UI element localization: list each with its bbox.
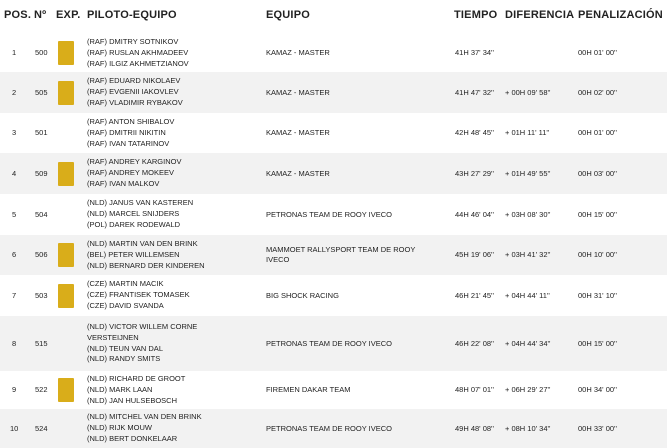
diff-cell: + 04H 44' 11'' (505, 291, 550, 300)
crew-member[interactable]: (RAF) IVAN TATARINOV (87, 138, 170, 148)
crew-member[interactable]: (RAF) DMITRII NIKITIN (87, 127, 166, 137)
number-cell: 509 (35, 169, 48, 178)
time-cell: 43H 27' 29'' (455, 169, 494, 178)
crew-member[interactable]: (RAF) VLADIMIR RYBAKOV (87, 97, 183, 107)
crew-member[interactable]: (NLD) JANUS VAN KASTEREN (87, 198, 194, 207)
penalty-cell: 00H 01' 00'' (578, 128, 617, 137)
crew-member[interactable]: (NLD) VICTOR WILLEM CORNE (87, 322, 198, 331)
penalty-cell: 00H 01' 00'' (578, 48, 617, 57)
crew-member[interactable]: (RAF) EDUARD NIKOLAEV (87, 76, 181, 85)
crew-member[interactable]: (NLD) RIJK MOUW (87, 422, 152, 432)
time-cell: 48H 07' 01'' (455, 385, 494, 394)
position-cell: 5 (12, 210, 17, 219)
diff-cell: + 01H 11' 11'' (505, 128, 550, 137)
crew-member[interactable]: (NLD) MARK LAAN (87, 384, 153, 394)
penalty-cell: 00H 15' 00'' (578, 339, 617, 348)
crew-member[interactable]: (CZE) MARTIN MACIK (87, 279, 164, 288)
position-cell: 6 (12, 250, 17, 259)
number-cell: 500 (35, 48, 48, 57)
time-cell: 44H 46' 04'' (455, 210, 494, 219)
crew-member[interactable]: (RAF) ANTON SHIBALOV (87, 117, 175, 126)
number-cell: 504 (35, 210, 48, 219)
position-cell: 3 (12, 128, 17, 137)
position-cell: 1 (12, 48, 17, 57)
crew-member[interactable]: (CZE) FRANTISEK TOMASEK (87, 289, 190, 299)
crew-member[interactable]: (NLD) BERNARD DER KINDEREN (87, 260, 205, 270)
crew-member[interactable]: VERSTEIJNEN (87, 332, 139, 342)
team-cell: KAMAZ - MASTER (266, 128, 330, 137)
number-cell: 505 (35, 88, 48, 97)
diff-cell: + 06H 29' 27'' (505, 385, 551, 394)
team-cell: FIREMEN DAKAR TEAM (266, 385, 351, 394)
crew-list (87, 239, 205, 271)
position-cell: 7 (12, 291, 17, 300)
crew-member[interactable]: (NLD) RICHARD DE GROOT (87, 374, 186, 383)
crew-member[interactable]: (RAF) ANDREY MOKEEV (87, 167, 174, 177)
crew-member[interactable]: (NLD) MARTIN VAN DEN BRINK (87, 239, 198, 248)
header-exp[interactable]: EXP. (56, 9, 81, 21)
diff-cell: + 03H 41' 32'' (505, 250, 551, 259)
penalty-cell: 00H 10' 00'' (578, 250, 617, 259)
experience-badge-icon (58, 81, 74, 105)
crew-list (87, 76, 183, 108)
crew-member[interactable]: (BEL) PETER WILLEMSEN (87, 249, 180, 259)
header-diff[interactable]: DIFERENCIA (505, 9, 575, 21)
team-cell: MAMMOET RALLYSPORT TEAM DE ROOY IVECO (266, 245, 416, 264)
experience-badge-icon (58, 378, 74, 402)
table-row[interactable] (0, 316, 667, 371)
table-row[interactable] (0, 275, 667, 316)
crew-member[interactable]: (CZE) DAVID SVANDA (87, 300, 164, 310)
position-cell: 8 (12, 339, 17, 348)
position-cell: 4 (12, 169, 17, 178)
table-row[interactable] (0, 235, 667, 275)
crew-member[interactable]: (RAF) RUSLAN AKHMADEEV (87, 47, 189, 57)
header-time[interactable]: TIEMPO (454, 9, 498, 21)
penalty-cell: 00H 34' 00'' (578, 385, 617, 394)
crew-list (87, 157, 181, 189)
diff-cell: + 03H 08' 30'' (505, 210, 551, 219)
header-number[interactable]: Nº (34, 9, 47, 21)
diff-cell: + 00H 09' 58'' (505, 88, 551, 97)
crew-list (87, 117, 174, 149)
table-row[interactable] (0, 113, 667, 153)
time-cell: 42H 48' 45'' (455, 128, 494, 137)
team-cell: PETRONAS TEAM DE ROOY IVECO (266, 424, 392, 433)
crew-member[interactable]: (NLD) RANDY SMITS (87, 354, 161, 364)
crew-list (87, 322, 197, 365)
team-cell: KAMAZ - MASTER (266, 88, 330, 97)
penalty-cell: 00H 03' 00'' (578, 169, 617, 178)
position-cell: 10 (10, 424, 19, 433)
time-cell: 41H 47' 32'' (455, 88, 494, 97)
crew-list (87, 412, 202, 444)
diff-cell: + 01H 49' 55'' (505, 169, 551, 178)
team-cell: BIG SHOCK RACING (266, 291, 339, 300)
table-row[interactable] (0, 72, 667, 113)
table-row[interactable] (0, 409, 667, 448)
penalty-cell: 00H 15' 00'' (578, 210, 617, 219)
time-cell: 41H 37' 34'' (455, 48, 494, 57)
crew-member[interactable]: (RAF) DMITRY SOTNIKOV (87, 37, 179, 46)
crew-member[interactable]: (NLD) TEUN VAN DAL (87, 343, 163, 353)
crew-member[interactable]: (NLD) MITCHEL VAN DEN BRINK (87, 412, 202, 421)
penalty-cell: 00H 31' 10'' (578, 291, 617, 300)
crew-list (87, 198, 193, 230)
number-cell: 522 (35, 385, 48, 394)
crew-member[interactable]: (RAF) IVAN MALKOV (87, 178, 160, 188)
team-cell: KAMAZ - MASTER (266, 169, 330, 178)
table-row[interactable] (0, 34, 667, 72)
header-team[interactable]: EQUIPO (266, 9, 310, 21)
number-cell: 515 (35, 339, 48, 348)
time-cell: 46H 21' 45'' (455, 291, 494, 300)
team-cell: PETRONAS TEAM DE ROOY IVECO (266, 339, 392, 348)
header-penalty[interactable]: PENALIZACIÓN (578, 9, 663, 21)
team-cell: KAMAZ - MASTER (266, 48, 330, 57)
crew-member[interactable]: (NLD) MARCEL SNIJDERS (87, 208, 180, 218)
penalty-cell: 00H 02' 00'' (578, 88, 617, 97)
crew-member[interactable]: (NLD) BERT DONKELAAR (87, 433, 178, 443)
crew-member[interactable]: (RAF) ILGIZ AKHMETZIANOV (87, 58, 189, 68)
time-cell: 46H 22' 08'' (455, 339, 494, 348)
diff-cell: + 04H 44' 34'' (505, 339, 551, 348)
crew-list (87, 37, 189, 69)
position-cell: 9 (12, 385, 17, 394)
number-cell: 501 (35, 128, 48, 137)
experience-badge-icon (58, 284, 74, 308)
team-cell: PETRONAS TEAM DE ROOY IVECO (266, 210, 392, 219)
time-cell: 45H 19' 06'' (455, 250, 494, 259)
crew-list (87, 279, 190, 311)
table-header (0, 0, 667, 34)
crew-member[interactable]: (NLD) JAN HULSEBOSCH (87, 395, 178, 405)
experience-badge-icon (58, 243, 74, 267)
header-pilot[interactable]: PILOTO-EQUIPO (87, 9, 177, 21)
experience-badge-icon (58, 41, 74, 65)
table-row[interactable] (0, 153, 667, 194)
table-row[interactable] (0, 371, 667, 409)
crew-member[interactable]: (RAF) EVGENII IAKOVLEV (87, 86, 179, 96)
number-cell: 503 (35, 291, 48, 300)
crew-list (87, 374, 185, 406)
crew-member[interactable]: (RAF) ANDREY KARGINOV (87, 157, 182, 166)
table-row[interactable] (0, 194, 667, 235)
position-cell: 2 (12, 88, 17, 97)
diff-cell: + 08H 10' 34'' (505, 424, 551, 433)
crew-member[interactable]: (POL) DAREK RODEWALD (87, 219, 181, 229)
experience-badge-icon (58, 162, 74, 186)
number-cell: 506 (35, 250, 48, 259)
header-pos[interactable]: POS. (4, 9, 32, 21)
penalty-cell: 00H 33' 00'' (578, 424, 617, 433)
time-cell: 49H 48' 08'' (455, 424, 494, 433)
number-cell: 524 (35, 424, 48, 433)
